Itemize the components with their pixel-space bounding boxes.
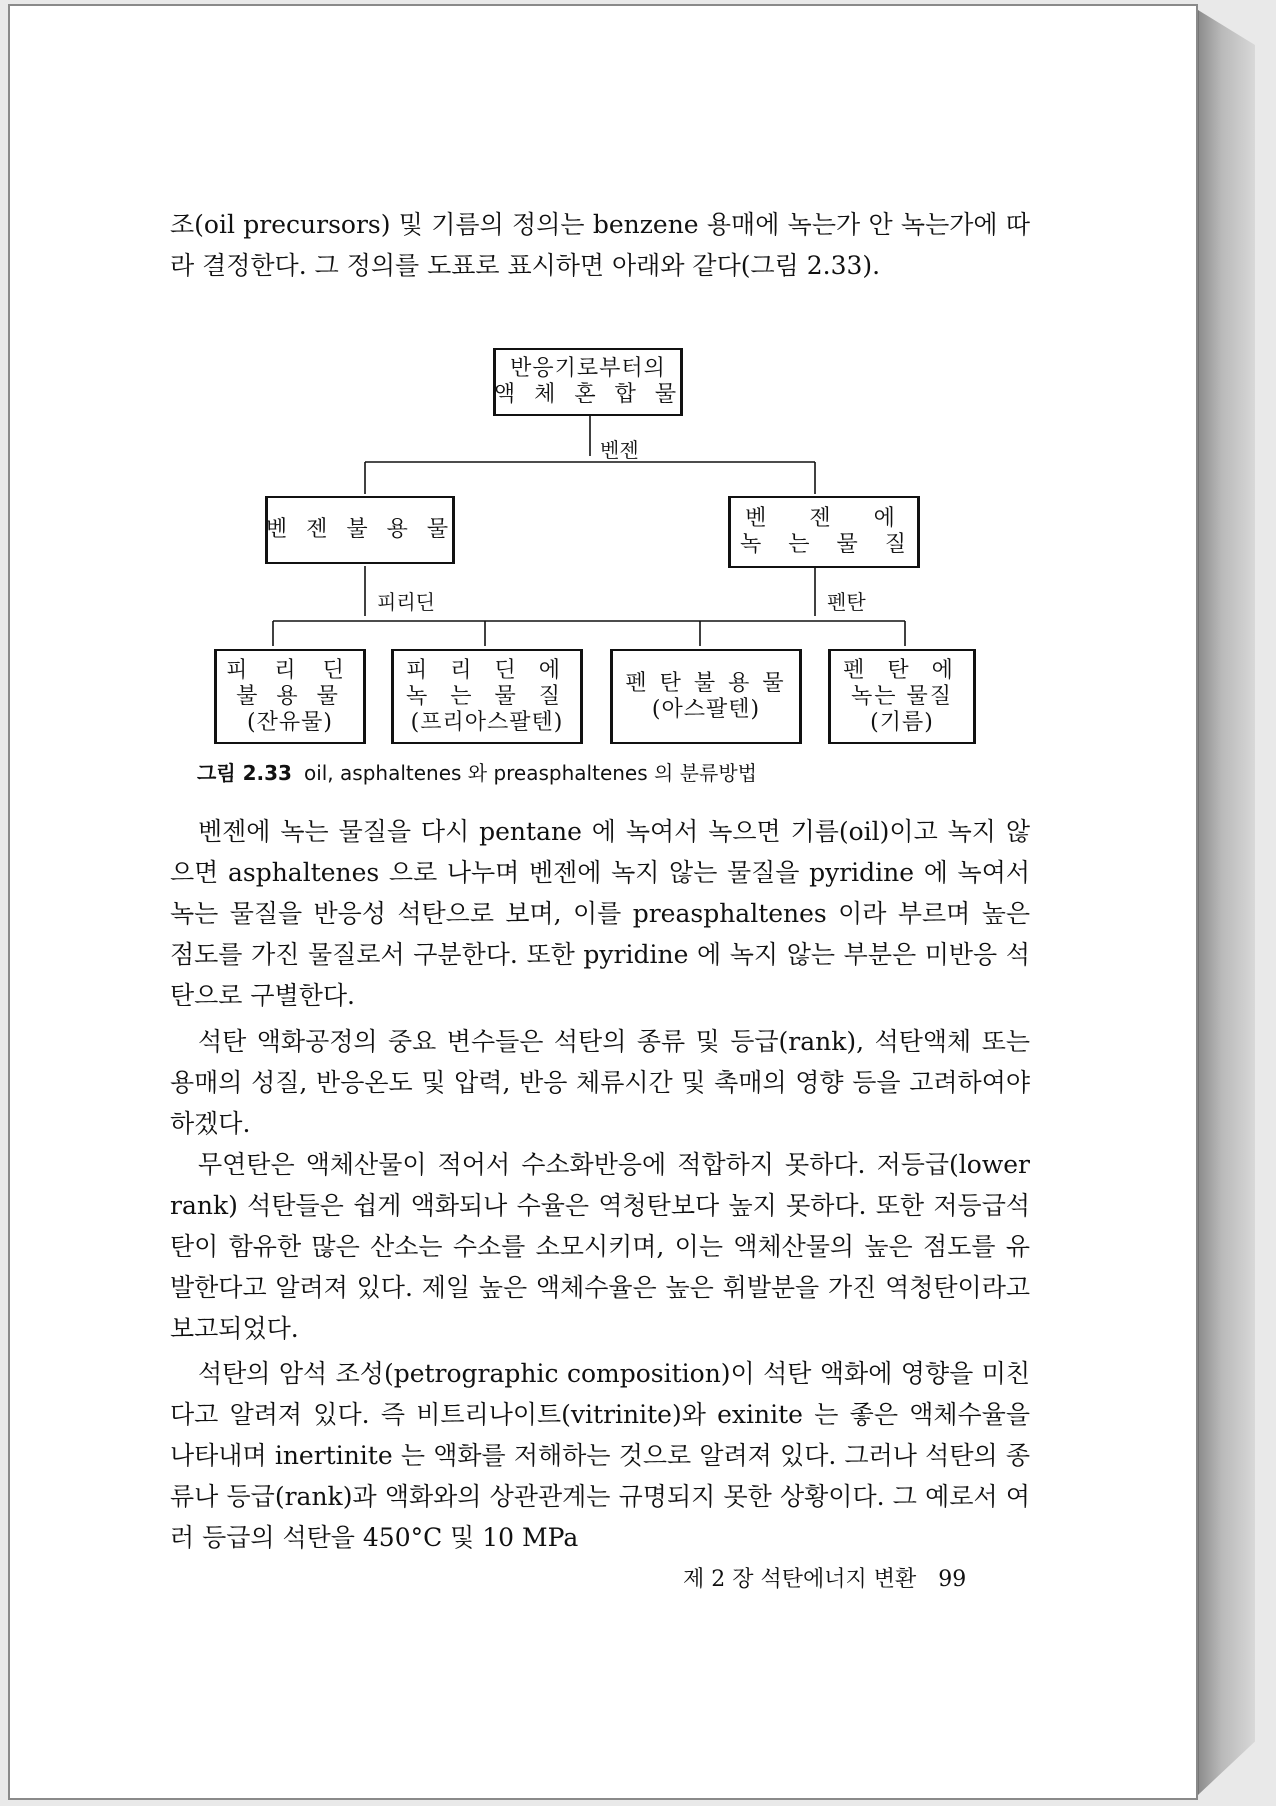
root-box [493,348,683,416]
body-paragraph: 무연탄은 액체산물이 적어서 수소화반응에 적합하지 못하다. 저등급(lower rank) 석탄들은 쉽게 액화되나 수율은 역청탄보다 높지 못하다. 또한 저등급석탄이 함유한 많은 산소는 수소를 소모시키며, 이는 액체산물의 높은 점도를 유발한다고 알려져 있다. 제일 높은 액체수율은 높은 휘발분을 가진 역청탄이라고 보고되었다. [170,1150,1030,1343]
root-line-2: 액 체 혼 합 물 [493,382,683,407]
leaf1-line-3: (잔유물) [247,709,333,735]
leaf4-line-2: 녹는 물질 [850,683,953,709]
leaf2-line-3: (프리아스팔텐) [410,709,564,735]
page-number: 99 [938,1567,967,1592]
pyridine-soluble-box [391,649,583,744]
edge-label-pyridine: 피리딘 [377,590,435,614]
benzene-soluble-box [728,496,920,568]
book-page [8,4,1198,1800]
leaf4-line-1: 펜 탄 에 [843,657,961,683]
benzene-insoluble-box [265,496,455,564]
leaf1-line-2: 불 용 물 [236,683,344,709]
figure-number: 그림 2.33 [197,761,292,785]
edge-label-pentane: 펜탄 [827,590,866,614]
chapter-title: 제 2 장 석탄에너지 변환 [683,1567,917,1592]
leaf4-line-3: (기름) [870,709,934,735]
leaf2-line-1: 피 리 딘 에 [406,657,568,683]
pyridine-insoluble-box [214,649,366,744]
leaf3-line-2: (아스팔텐) [651,696,761,722]
leaf1-line-1: 피 리 딘 [226,657,354,683]
page-footer [683,1562,966,1593]
pentane-soluble-box [828,649,976,744]
body-paragraph: 벤젠에 녹는 물질을 다시 pentane 에 녹여서 녹으면 기름(oil)이고 녹지 않으면 asphaltenes 으로 나누며 벤젠에 녹지 않는 물질을 pyridine 에 녹여서 녹는 물질을 반응성 석탄으로 보며, 이를 preasphaltenes 이라 부르며 높은 점도를 가진 물질로서 구분한다. 또한 pyridine 에 녹지 않는 부분은 미반응 석탄으로 구별한다. [170,817,1030,1010]
intro-paragraph: 조(oil precursors) 및 기름의 정의는 benzene 용매에 녹는가 안 녹는가에 따라 결정한다. 그 정의를 도표로 표시하면 아래와 같다(그림 2.33). [170,210,1030,280]
figure-caption [197,757,757,786]
leaf2-line-2: 녹 는 물 질 [406,683,568,709]
benzene-insoluble-label: 벤 젠 불 용 물 [265,517,455,542]
pentane-insoluble-box [610,649,802,744]
benzene-soluble-line-2: 녹 는 물 질 [740,532,916,557]
body-paragraph: 석탄의 암석 조성(petrographic composition)이 석탄 액화에 영향을 미친다고 알려져 있다. 즉 비트리나이트(vitrinite)와 exinite 는 좋은 액체수율을 나타내며 inertinite 는 액화를 저해하는 것으로 알려져 있다. 그러나 석탄의 종류나 등급(rank)과 액화와의 상관관계는 규명되지 못한 상황이다. 그 예로서 여러 등급의 석탄을 450°C 및 10 MPa [170,1359,1030,1552]
figure-caption-text: oil, asphaltenes 와 preasphaltenes 의 분류방법 [303,761,757,785]
edge-label-benzene: 벤젠 [600,438,639,462]
root-line-1: 반응기로부터의 [510,356,666,381]
body-paragraph: 석탄 액화공정의 중요 변수들은 석탄의 종류 및 등급(rank), 석탄액체 또는 용매의 성질, 반응온도 및 압력, 반응 체류시간 및 촉매의 영향 등을 고려하여야 하겠다. [170,1027,1030,1138]
benzene-soluble-line-1: 벤 젠 에 [745,506,913,531]
leaf3-line-1: 펜 탄 불 용 물 [625,670,787,696]
page-stack-edge [1198,10,1255,1795]
